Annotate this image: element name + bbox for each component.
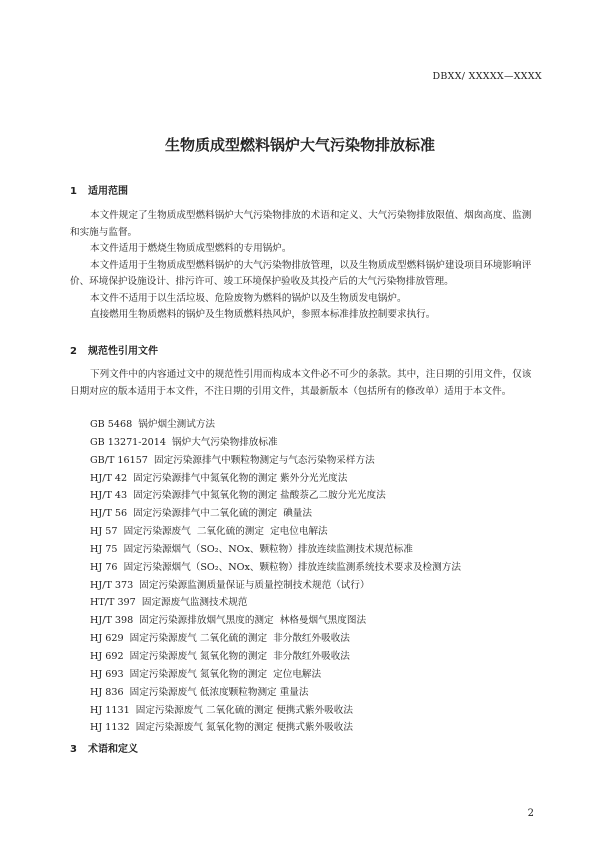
section-3-heading bbox=[70, 740, 138, 755]
section-title: 适用范围 bbox=[88, 186, 128, 197]
reference-item: GB 5468 锅炉烟尘测试方法 bbox=[90, 419, 216, 430]
reference-item: HJ 692 固定污染源废气 氮氧化物的测定 非分散红外吸收法 bbox=[90, 650, 350, 662]
section-title: 术语和定义 bbox=[88, 744, 138, 755]
reference-item: HJ/T 373 固定污染源监测质量保证与质量控制技术规范（试行） bbox=[90, 579, 370, 591]
section-2-intro bbox=[70, 367, 532, 400]
reference-item: HJ/T 398 固定污染源排放烟气黑度的测定 林格曼烟气黑度图法 bbox=[90, 615, 367, 627]
section-title: 规范性引用文件 bbox=[88, 346, 158, 357]
reference-item: GB/T 16157 固定污染源排气中颗粒物测定与气态污染物采样方法 bbox=[90, 454, 375, 466]
document-title: 生物质成型燃料锅炉大气污染物排放标准 bbox=[164, 136, 435, 154]
paragraph: 本文件适用于生物质成型燃料锅炉的大气污染物排放管理，以及生物质成型燃料锅炉建设项目环境影响评价、环境保护设施设计、排污许可、竣工环境保护验收及其投产后的大气污染物排放管理。 bbox=[70, 259, 532, 287]
reference-item: HJ 629 固定污染源废气 二氧化硫的测定 非分散红外吸收法 bbox=[90, 633, 350, 645]
reference-item: HJ 75 固定污染源烟气（SO₂、NOx、颗粒物）排放连续监测技术规范标准 bbox=[90, 543, 413, 555]
paragraph: 下列文件中的内容通过文中的规范性引用而构成本文件必不可少的条款。其中，注日期的引用文件，仅该日期对应的版本适用于本文件，不注日期的引用文件，其最新版本（包括所有的修改单）适用于本文件。 bbox=[70, 369, 532, 397]
reference-item: HJ 1131 固定污染源废气 二氧化硫的测定 便携式紫外吸收法 bbox=[90, 704, 353, 716]
page-number: 2 bbox=[527, 808, 534, 819]
reference-item: HJ 836 固定污染源废气 低浓度颗粒物测定 重量法 bbox=[90, 686, 309, 698]
reference-item: HT/T 397 固定源废气监测技术规范 bbox=[90, 597, 248, 609]
reference-item: HJ 693 固定污染源废气 氮氧化物的测定 定位电解法 bbox=[90, 668, 322, 680]
section-1-heading bbox=[70, 182, 128, 197]
section-number: 3 bbox=[70, 744, 77, 755]
reference-item: HJ/T 43 固定污染源排气中氮氧化物的测定 盐酸萘乙二胺分光光度法 bbox=[90, 490, 386, 502]
section-number: 1 bbox=[70, 186, 77, 197]
reference-list bbox=[90, 416, 461, 737]
reference-item: HJ 76 固定污染源烟气（SO₂、NOx、颗粒物）排放连续监测系统技术要求及检测方法 bbox=[90, 561, 461, 573]
paragraph: 直接燃用生物质燃料的锅炉及生物质燃料热风炉，参照本标准排放控制要求执行。 bbox=[90, 309, 436, 320]
section-1-body bbox=[70, 208, 532, 324]
reference-item: HJ 57 固定污染源废气 二氧化硫的测定 定电位电解法 bbox=[90, 526, 328, 538]
reference-item: HJ 1132 固定污染源废气 氮氧化物的测定 便携式紫外吸收法 bbox=[90, 722, 353, 734]
section-number: 2 bbox=[70, 346, 77, 357]
paragraph: 本文件规定了生物质成型燃料锅炉大气污染物排放的术语和定义、大气污染物排放限值、烟囱高度、监测和实施与监督。 bbox=[70, 210, 532, 238]
section-2-heading bbox=[70, 342, 158, 357]
document-code: DBXX/ XXXXX—XXXX bbox=[432, 71, 542, 82]
paragraph: 本文件不适用于以生活垃圾、危险废物为燃料的锅炉以及生物质发电锅炉。 bbox=[90, 292, 407, 304]
reference-item: GB 13271-2014 锅炉大气污染物排放标准 bbox=[90, 436, 278, 448]
reference-item: HJ/T 56 固定污染源排气中二氧化硫的测定 碘量法 bbox=[90, 508, 312, 520]
paragraph: 本文件适用于燃烧生物质成型燃料的专用锅炉。 bbox=[90, 243, 292, 254]
reference-item: HJ/T 42 固定污染源排气中氮氧化物的测定 紫外分光光度法 bbox=[90, 472, 348, 484]
